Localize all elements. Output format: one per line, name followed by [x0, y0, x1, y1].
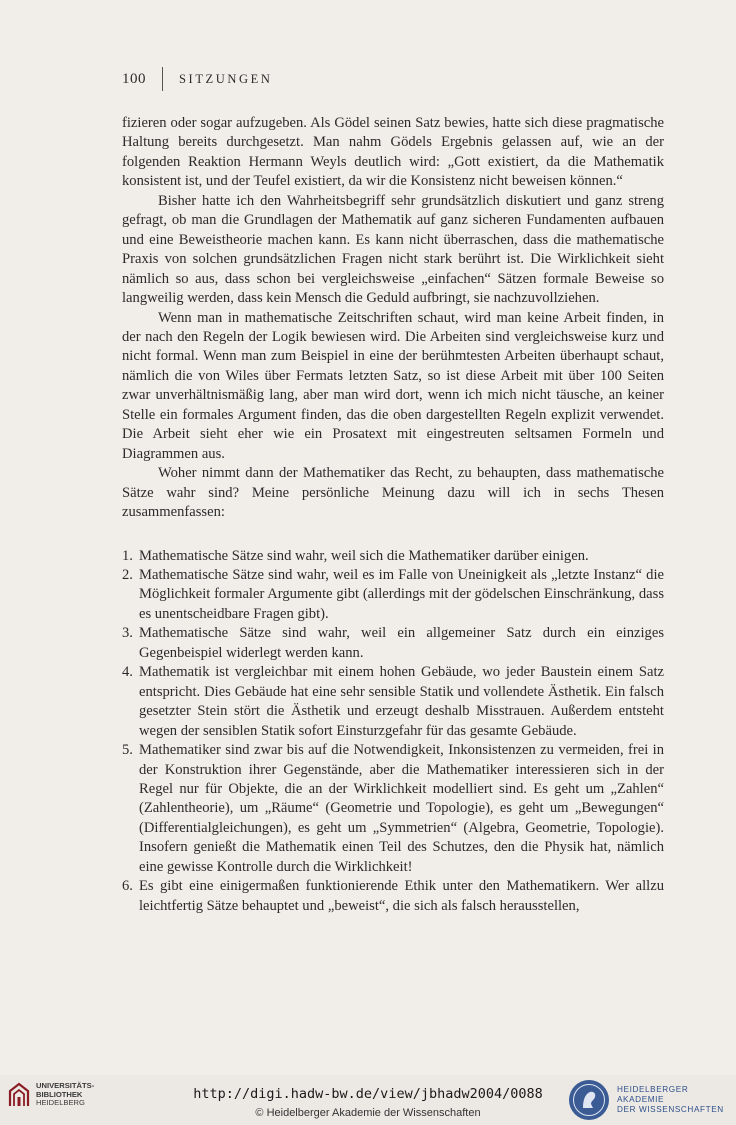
academy-name-line: DER WISSENSCHAFTEN: [617, 1105, 724, 1114]
list-item: [122, 877, 664, 916]
academy-logo[interactable]: [569, 1080, 736, 1120]
academy-name-line: HEIDELBERGER AKADEMIE: [617, 1085, 689, 1104]
page-header: [122, 66, 273, 92]
list-item-text: Mathematiker sind zwar bis auf die Notwendigkeit, Inkonsistenzen zu vermeiden, frei in der Konstruktion ihrer Gegenstände, aber die Mathematiker interessieren sich in der Regel nur für Objekte, die an der Wirklichkeit modelliert sind. Es geht um „Zahlen“ (Zahlentheorie), um „Räume“ (Geometrie und Topologie), es geht um „Bewegungen“ (Differentialgleichungen), es geht um „Symmetrien“ (Algebra, Geometrie, Topologie). Insofern genießt die Mathematik einen Teil des Schutzes, den die Physik hat, nämlich eine gewisse Kontrolle durch die Wirklichkeit!: [139, 742, 664, 875]
list-item: [122, 566, 664, 624]
body-text: [122, 114, 664, 916]
list-item-number: 3.: [122, 625, 133, 642]
viewer-footer: [0, 1075, 736, 1125]
list-item-number: 4.: [122, 664, 133, 681]
list-item-text: Mathematische Sätze sind wahr, weil sich die Mathematiker darüber einigen.: [139, 547, 589, 564]
list-item-number: 1.: [122, 547, 133, 564]
academy-seal-icon: [569, 1080, 609, 1120]
library-name-line: HEIDELBERG: [36, 1098, 85, 1108]
library-name-line: BIBLIOTHEK: [36, 1089, 83, 1099]
library-name-line: UNIVERSITÄTS-: [36, 1081, 95, 1091]
paragraph: Bisher hatte ich den Wahrheitsbegriff sehr grundsätzlich diskutiert und ganz streng gefragt, ob man die Grundlagen der Mathematik auf ganz sicheren Fundamenten aufbauen und eine Beweistheorie machen kann. Es kann nicht überraschen, dass die mathematische Praxis von solchen grundsätzlichen Fragen nicht stark berührt ist. Die Wirklichkeit sieht nämlich so aus, dass schon bei vergleichsweise „einfachen“ Sätzen formale Beweise so langweilig werden, dass kein Mensch die Geduld aufbringt, sie nachzuvollziehen.: [122, 192, 664, 307]
thesis-list: [122, 547, 664, 917]
list-item-number: 6.: [122, 878, 133, 895]
list-item: [122, 547, 664, 566]
running-head: SITZUNGEN: [179, 71, 273, 86]
list-item-text: Mathematische Sätze sind wahr, weil ein allgemeiner Satz durch ein einziges Gegenbeispiel widerlegt werden kann.: [139, 625, 664, 661]
list-item-text: Mathematische Sätze sind wahr, weil es im Falle von Uneinigkeit als „letzte Instanz“ die Möglichkeit formaler Argumente gibt (allerdings mit der gödelschen Einschränkung, dass es unentscheidbare Fragen gibt).: [139, 566, 664, 622]
permalink-url[interactable]: http://digi.hadw-bw.de/view/jbhadw2004/0088: [193, 1086, 543, 1102]
list-item-text: Mathematik ist vergleichbar mit einem hohen Gebäude, wo jeder Baustein einem Satz entspricht. Dies Gebäude hat eine sehr sensible Statik und vollendete Ästhetik. Ein falsch gesetzter Stein stört die Ästhetik und erzeugt deshalb Misstrauen. Außerdem entsteht wegen der sensiblen Statik sofort Einsturzgefahr für das gesamte Gebäude.: [139, 664, 664, 739]
paragraph: Woher nimmt dann der Mathematiker das Recht, zu behaupten, dass mathematische Sätze wahr sind? Meine persönliche Meinung dazu will ich in sechs Thesen zusammenfassen:: [122, 465, 664, 521]
header-divider: [162, 67, 163, 91]
copyright-notice: © Heidelberger Akademie der Wissenschaften: [255, 1107, 481, 1119]
list-item: [122, 663, 664, 741]
list-item-number: 2.: [122, 566, 133, 583]
page-number: 100: [122, 70, 146, 87]
list-item: [122, 741, 664, 877]
list-item: [122, 624, 664, 663]
list-item-number: 5.: [122, 742, 133, 759]
list-item-text: Es gibt eine einigermaßen funktionierende Ethik unter den Mathematikern. Wer allzu leichtfertig Sätze behauptet und „beweist“, die sich als falsch herausstellen,: [139, 878, 664, 914]
academy-name: [617, 1085, 736, 1115]
paragraph: Wenn man in mathematische Zeitschriften schaut, wird man keine Arbeit finden, in der nach den Regeln der Logik bewiesen wird. Die Arbeiten sind vergleichsweise kurz und nicht formal. Wenn man zum Beispiel in eine der berühmtesten Arbeiten überhaupt schaut, nämlich die von Wiles über Fermats letzten Satz, so ist diese Arbeit mit über 100 Seiten zwar unverhältnismäßig lang, aber man wird dort, wenn ich mich nicht täusche, an keiner Stelle ein formales Argument finden, das die oben dargestellten Regeln explizit verwendet. Die Arbeit sieht eher wie ein Prosatext mit eingestreuten seltsamen Formeln und Diagrammen aus.: [122, 309, 664, 462]
paragraph: fizieren oder sogar aufzugeben. Als Gödel seinen Satz bewies, hatte sich diese pragmatische Haltung bereits durchgesetzt. Man nahm Gödels Ergebnis gelassen auf, wie an der folgenden Reaktion Hermann Weyls deutlich wird: „Gott existiert, da die Mathematik konsistent ist, und der Teufel existiert, da wir die Konsistenz nicht beweisen können.“: [122, 115, 664, 190]
